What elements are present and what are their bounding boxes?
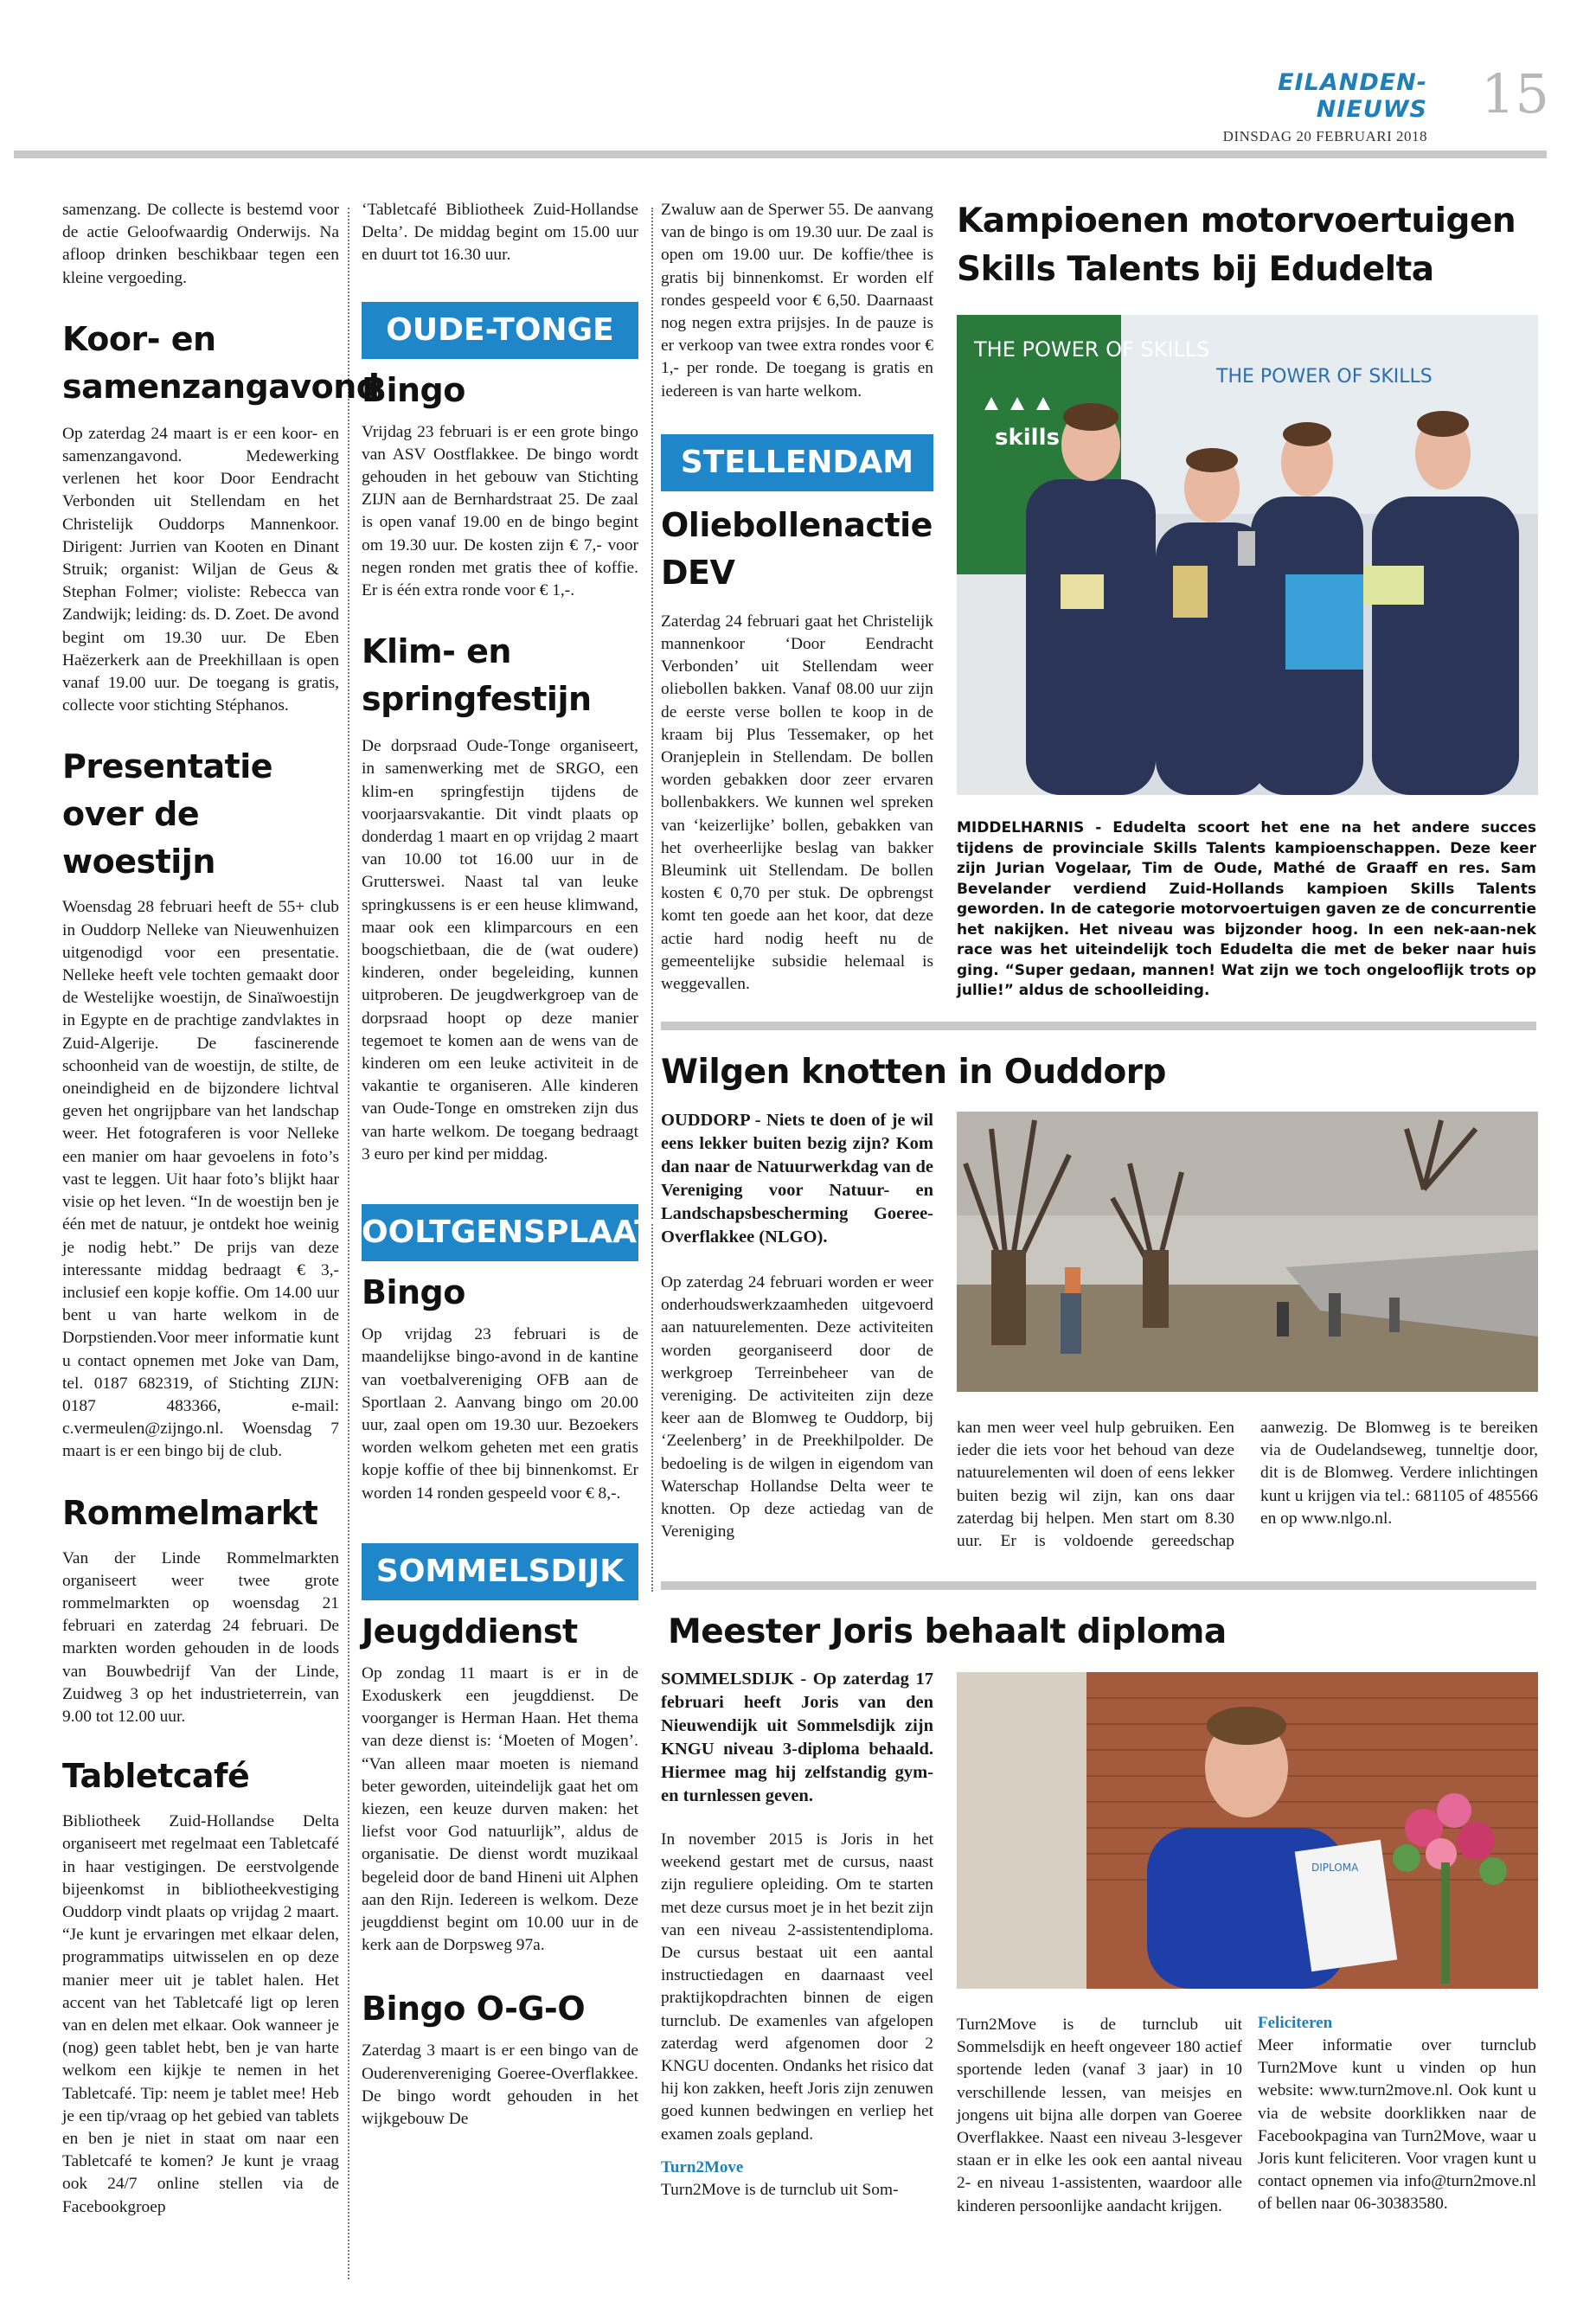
joris-column-a — [661, 1668, 933, 2202]
article-klimfestijn-body: De dorpsraad Oude-Tonge organiseert, in samenwerking met de SRGO, een klim-en springfestijn tijdens de voorjaarsvakantie. Dit vindt plaats op donderdag 1 maart en op vrijdag 2 maart van 10.00 tot 16.00 uur in de Grutterswei. Naast tal van leuke springkussens is er een heuse klimwand, maar ook een klimparcours en een boogschietbaan, die de (wat oudere) kinderen, onder begeleiding, kunnen uitproberen. De jeugdwerkgroep van de dorpsraad hoopt op deze manier tegemoet te komen aan de wens van de kinderen om een leuke activiteit in de vakantie te organiseren. Alle kinderen van Oude-Tonge en omstreken zijn dus van harte welkom. De toegang bedraagt 3 euro per kind per middag. — [362, 737, 638, 1163]
newspaper-brand: EILANDEN-NIEUWS — [1278, 69, 1427, 123]
section-rule — [661, 1022, 1536, 1030]
article-continuation: ‘Tabletcafé Bibliotheek Zuid-Hollandse Delta’. De middag begint om 15.00 uur en duurt tot 16.30 uur. — [362, 201, 638, 265]
photo-joris-diploma — [957, 1672, 1538, 1989]
headline-bingo-ogo: Bingo O-G-O — [362, 1990, 586, 2029]
skills-article — [957, 197, 1545, 294]
article-bingo-body: Vrijdag 23 februari is er een grote bingo van ASV Oostflakkee. De bingo wordt gehouden in het gebouw van Stichting ZIJN aan de Bernhardstraat 25. De zaal is open vanaf 19.00 en de bingo begint om 19.30 uur. De kosten zijn € 7,- voor negen ronden met gratis thee of koffie. Er is één extra ronde voor € 1,-. — [362, 422, 638, 600]
column-separator — [651, 208, 653, 1592]
article-woestijn-body: Woensdag 28 februari heeft de 55+ club in Ouddorp Nelleke van Nieuwenhuizen uitgenodigd voor een presentatie. Nelleke heeft vele tochten gemaakt door de Westelijke woestijn, de Sinaïwoestijn in Egypte en de prachtige zandvlaktes in Zuid-Algerije. De fascinerende schoonheid van de woestijn, de stilte, de oneindigheid en de bijzondere lichtval geven het ongrijpbare van het landschap weer. Het fotograferen is voor Nelleke een manier om haar gevoelens in foto’s vast te leggen. Uit haar foto’s blijkt haar visie op het leven. “In de woestijn ben je één met de natuur, je ontdekt hoe weinig je nodig hebt.” De prijs van deze interessante middag bedraagt € 3,- inclusief een kopje koffie. Om 14.00 uur bent u van harte welkom in de Dorpstienden.Voor meer informatie kunt u contact opnemen met Joke van Dam, tel. 0187 682319, of Stichting ZIJN: 0187 483366, e-mail: c.vermeulen@zijngo.nl. Woensdag 7 maart is er een bingo bij de club. — [62, 898, 339, 1461]
banner-text: THE POWER OF SKILLS — [974, 337, 1210, 362]
headline-skills-line2: Skills Talents bij Edudelta — [957, 250, 1434, 289]
photo-skills-svg — [957, 315, 1538, 795]
wilgen-column-b — [957, 1417, 1538, 1553]
wilgen-column-a — [661, 1109, 933, 1543]
header-rule — [14, 151, 1547, 158]
subheading-feliciteren: Feliciteren — [1258, 2014, 1333, 2032]
section-banner-stellendam: STELLENDAM — [661, 434, 933, 491]
column-separator — [348, 208, 349, 2279]
photo-joris-svg — [957, 1672, 1538, 1989]
photo-caption-skills: MIDDELHARNIS - Edudelta scoort het ene na het andere succes tijdens de provinciale Skills Talents kampioenschappen. Deze keer zijn Jurian Vogelaar, Tim de Oude, Mathé de Graaff en res. Sam Bevelander verdiend Zuid-Hollands kampioen Skills Talents geworden. In de categorie motorvoertuigen gaven ze de concurrentie het nakijken. Het niveau was bijzonder hoog. In een nek-aan-nek race was het uiteindelijk toch Edudelta die met de beker naar huis ging. “Super gedaan, mannen! Wat zijn we toch ongelooflijk trots op jullie!” aldus de schoolleiding. — [957, 819, 1536, 999]
article-turn2move-start: Turn2Move is de turnclub uit Som- — [661, 2180, 899, 2199]
headline-klimfestijn: Klim- en springfestijn — [362, 632, 592, 719]
photo-willow-svg — [957, 1112, 1538, 1392]
headline-oliebollenactie: Oliebollenactie DEV — [661, 505, 933, 592]
article-bingo-ogo-body: Zaterdag 3 maart is er een bingo van de Ouderenvereniging Goeree-Overflakkee. De bingo wordt gehouden in het wijkgebouw De — [362, 2041, 638, 2128]
headline-joris: Meester Joris behaalt diploma — [668, 1612, 1227, 1651]
headline-skills-line1: Kampioenen motorvoertuigen — [957, 202, 1516, 240]
article-bingo-body: Op vrijdag 23 februari is de maandelijkse bingo-avond in de kantine van voetbalvereniging OFB aan de Sportlaan 2. Aanvang bingo om 20.00 uur, zaal open om 19.30 uur. Bezoekers worden welkom geheten met een gratis kopje koffie of thee bij binnenkomst. Er worden 14 ronden gespeeld voor € 8,-. — [362, 1325, 638, 1503]
article-jeugddienst-body: Op zondag 11 maart is er in de Exoduskerk een jeugddienst. De voorganger is Herman Haan. Het thema van deze dienst is: ‘Moeten of Mogen’. “Van alleen maar moeten is niemand beter geworden, uiteindelijk gaat het om kiezen, een keuze durven maken: het liefst voor God natuurlijk”, aldus de organisatie. De dienst wordt muzikaal begeleid door de band Hineni uit Alphen aan den Rijn. Iedereen is welkom. Deze jeugddienst begint om 10.00 uur in de kerk aan de Dorpsweg 97a. — [362, 1663, 638, 1955]
page-number: 15 — [1481, 62, 1549, 125]
issue-date: DINSDAG 20 FEBRUARI 2018 — [1222, 128, 1427, 144]
headline-rommelmarkt: Rommelmarkt — [62, 1493, 318, 1532]
article-wilgen-body: Op zaterdag 24 februari worden er weer onderhoudswerkzaamheden uitgevoerd aan natuurelementen. Deze activiteiten worden georganiseerd door de werkgroep Terreinbeheer van de vereniging. De activiteiten zijn deze keer aan de Blomweg te Ouddorp, bij ‘Zeelenberg’ in de Preekhilpolder. De bedoeling is de wilgen in eigendom van Waterschap Hollandse Delta weer te knotten. Op deze actiedag van de Vereniging — [661, 1273, 933, 1541]
column-2 — [362, 199, 656, 2131]
article-tabletcafe-body: Bibliotheek Zuid-Hollandse Delta organiseert met regelmaat een Tabletcafé in haar vestigingen. De eerstvolgende bijeenkomst in bibliotheekvestiging Ouddorp vindt plaats op vrijdag 2 maart. “Je kunt je ervaringen met elkaar delen, programmatips uitwisselen en op deze manier meer uit je tablet halen. Het accent van het Tabletcafé ligt op leren van en delen met elkaar. Ook wanneer je (nog) geen tablet hebt, ben je van harte welkom een kijkje te nemen in het Tabletcafé. Tip: neem je tablet mee! Heb je een tip/vraag op het gebied van tablets en ben je niet in staat om naar een Tabletcafé te komen? Je kunt je vraag ook 24/7 online stellen via de Facebookgroep — [62, 1812, 339, 2216]
article-continuation: Zwaluw aan de Sperwer 55. De aanvang van de bingo is om 19.30 uur. De zaal is open om 19.00 uur. De koffie/thee is gratis bij binnenkomst. Er worden elf rondes gespeeld voor € 6,50. Daarnaast nog negen extra prijsjes. In de pauze is er verkoop van twee extra rondes voor € 1,- per ronde. De toegang is gratis en iedereen is van harte welkom. — [661, 201, 933, 401]
subheading-turn2move: Turn2Move — [661, 2157, 744, 2176]
section-banner-sommelsdijk: SOMMELSDIJK — [362, 1543, 638, 1600]
headline-koor: Koor- en samenzangavond — [62, 319, 380, 406]
headline-tabletcafe: Tabletcafé — [62, 1757, 250, 1796]
article-joris-lead: SOMMELSDIJK - Op zaterdag 17 februari heeft Joris van den Nieuwendijk uit Sommelsdijk zijn KNGU niveau 3-diploma behaald. Hiermee mag hij zelfstandig gym- en turnlessen geven. — [661, 1670, 933, 1805]
column-1 — [62, 199, 380, 2219]
headline-jeugddienst: Jeugddienst — [362, 1612, 578, 1650]
article-wilgen-body-continued: kan men weer veel hulp gebruiken. Een ieder die iets voor het behoud van deze natuurelementen wil doen of eens lekker buiten bezig wil zijn, kan ons daar zaterdag bij helpen. Men start om 8.30 uur. Er is voldoende gereedschap aanwezig. De Blomweg is te bereiken via de Oudelandseweg, tunneltje door, dit is de Blomweg. Verdere inlichtingen kunt u krijgen via tel.: 681105 of 485566 en op www.nlgo.nl. — [957, 1419, 1538, 1551]
headline-wilgen: Wilgen knotten in Ouddorp — [661, 1053, 1166, 1092]
wilgen-article-title — [661, 1050, 1526, 1095]
article-oliebollenactie-body: Zaterdag 24 februari gaat het Christelijk mannenkoor ‘Door Eendracht Verbonden’ uit Stellendam weer oliebollen bakken. Vanaf 08.00 uur zijn de eerste verse bollen te koop in de kraam bij Plus Tessemaker, op het Oranjeplein in Stellendam. De bollen worden gebakken door zeer ervaren bollenbakkers. We kunnen wel spreken van ‘keizerlijke’ bollen, gebakken van het overheerlijke beslag van bakker Bleumink uit Stellendam. De bollen kosten € 0,70 per stuk. De opbrengst komt ten goede aan het koor, dat deze actie hard nodig heeft nu de gemeentelijke subsidie helemaal is weggevallen. — [661, 612, 933, 994]
headline-bingo: Bingo — [362, 370, 465, 409]
article-turn2move-body: Turn2Move is de turnclub uit Sommelsdijk en heeft ongeveer 180 actief sportende leden (vanaf 3 jaar) in 10 verschillende lessen, van meisjes en jongens uit bijna alle dorpen van Goeree Overflakkee. Naast een niveau 3-lesgever staan er in elke les ook een aantal niveau 2- en niveau 1-assistenten, waardoor alle kinderen persoonlijke aandacht krijgen. — [957, 2016, 1242, 2215]
section-banner-oude-tonge: OUDE-TONGE — [362, 302, 638, 359]
column-3 — [661, 199, 933, 996]
diploma-label: DIPLOMA — [1311, 1862, 1359, 1874]
joris-article-title — [668, 1610, 1533, 1655]
masthead — [1211, 69, 1427, 145]
photo-skills-winners — [957, 315, 1538, 795]
article-wilgen-lead: OUDDORP - Niets te doen of je wil eens lekker buiten bezig zijn? Kom dan naar de Natuurwerkdag van de Vereniging voor Natuur- en Landschapsbescherming Goeree-Overflakkee (NLGO). — [661, 1111, 933, 1247]
article-koor-body: Op zaterdag 24 maart is er een koor- en samenzangavond. Medewerking verlenen het koor Door Eendracht Verbonden uit Stellendam en het Christelijk Ouddorps Mannenkoor. Dirigent: Jurrien van Kooten en Dinant Struik; organist: Wiljan de Geus & Stephan Folmer; violiste: Rebecca van Zandwijk; leiding: ds. D. Zoet. De avond begint om 19.30 uur. De Eben Haëzerkerk aan de Preekhillaan is open vanaf 19.00 uur. De toegang is gratis, collecte voor stichting Stéphanos. — [62, 424, 339, 715]
section-rule — [661, 1581, 1536, 1590]
joris-column-c — [1258, 2014, 1536, 2216]
article-continuation: samenzang. De collecte is bestemd voor de actie Geloofwaardig Onderwijs. Na afloop drinken beschikbaar tegen een kleine vergoeding. — [62, 201, 339, 287]
headline-woestijn: Presentatie over de woestijn — [62, 747, 273, 881]
headline-bingo: Bingo — [362, 1273, 465, 1312]
skills-logo-text: skills — [995, 425, 1060, 451]
article-joris-body: In november 2015 is Joris in het weekend gestart met de cursus, naast zijn reguliere opleiding. Om te starten met deze cursus moet je in het bezit zijn van een niveau 2-assistentendiploma. De cursus bestaat uit een aantal instructiedagen en daarnaast veel praktijkopdrachten binnen de eigen turnclub. De examenles van afgelopen zaterdag werd afgenomen door 2 KNGU docenten. Ondanks het risico dat hij kon zakken, heeft Joris zijn zenuwen goed kunnen bedwingen en verliep het examen zoals gepland. — [661, 1830, 933, 2144]
joris-column-b — [957, 2014, 1242, 2218]
article-feliciteren-body: Meer informatie over turnclub Turn2Move kunt u vinden op hun website: www.turn2move.nl. Ook kunt u via de website doorklikken naar de Facebookpagina van Turn2Move, waar u Joris kunt feliciteren. Voor vragen kunt u contact opnemen via info@turn2move.nl of bellen naar 06-30383580. — [1258, 2036, 1536, 2214]
photo-willow-pruning — [957, 1112, 1538, 1392]
banner-text-2: THE POWER OF SKILLS — [1216, 366, 1433, 388]
skills-caption-block — [957, 818, 1536, 1002]
section-banner-ooltgensplaat: OOLTGENSPLAAT — [362, 1204, 638, 1261]
article-rommelmarkt-body: Van der Linde Rommelmarkten organiseert weer twee grote rommelmarkten op woensdag 21 februari en zaterdag 24 februari. De markten worden gehouden in de loods van Bouwbedrijf Van der Linde, Zuidweg 3 op het industrieterrein, van 9.00 tot 12.00 uur. — [62, 1548, 339, 1726]
